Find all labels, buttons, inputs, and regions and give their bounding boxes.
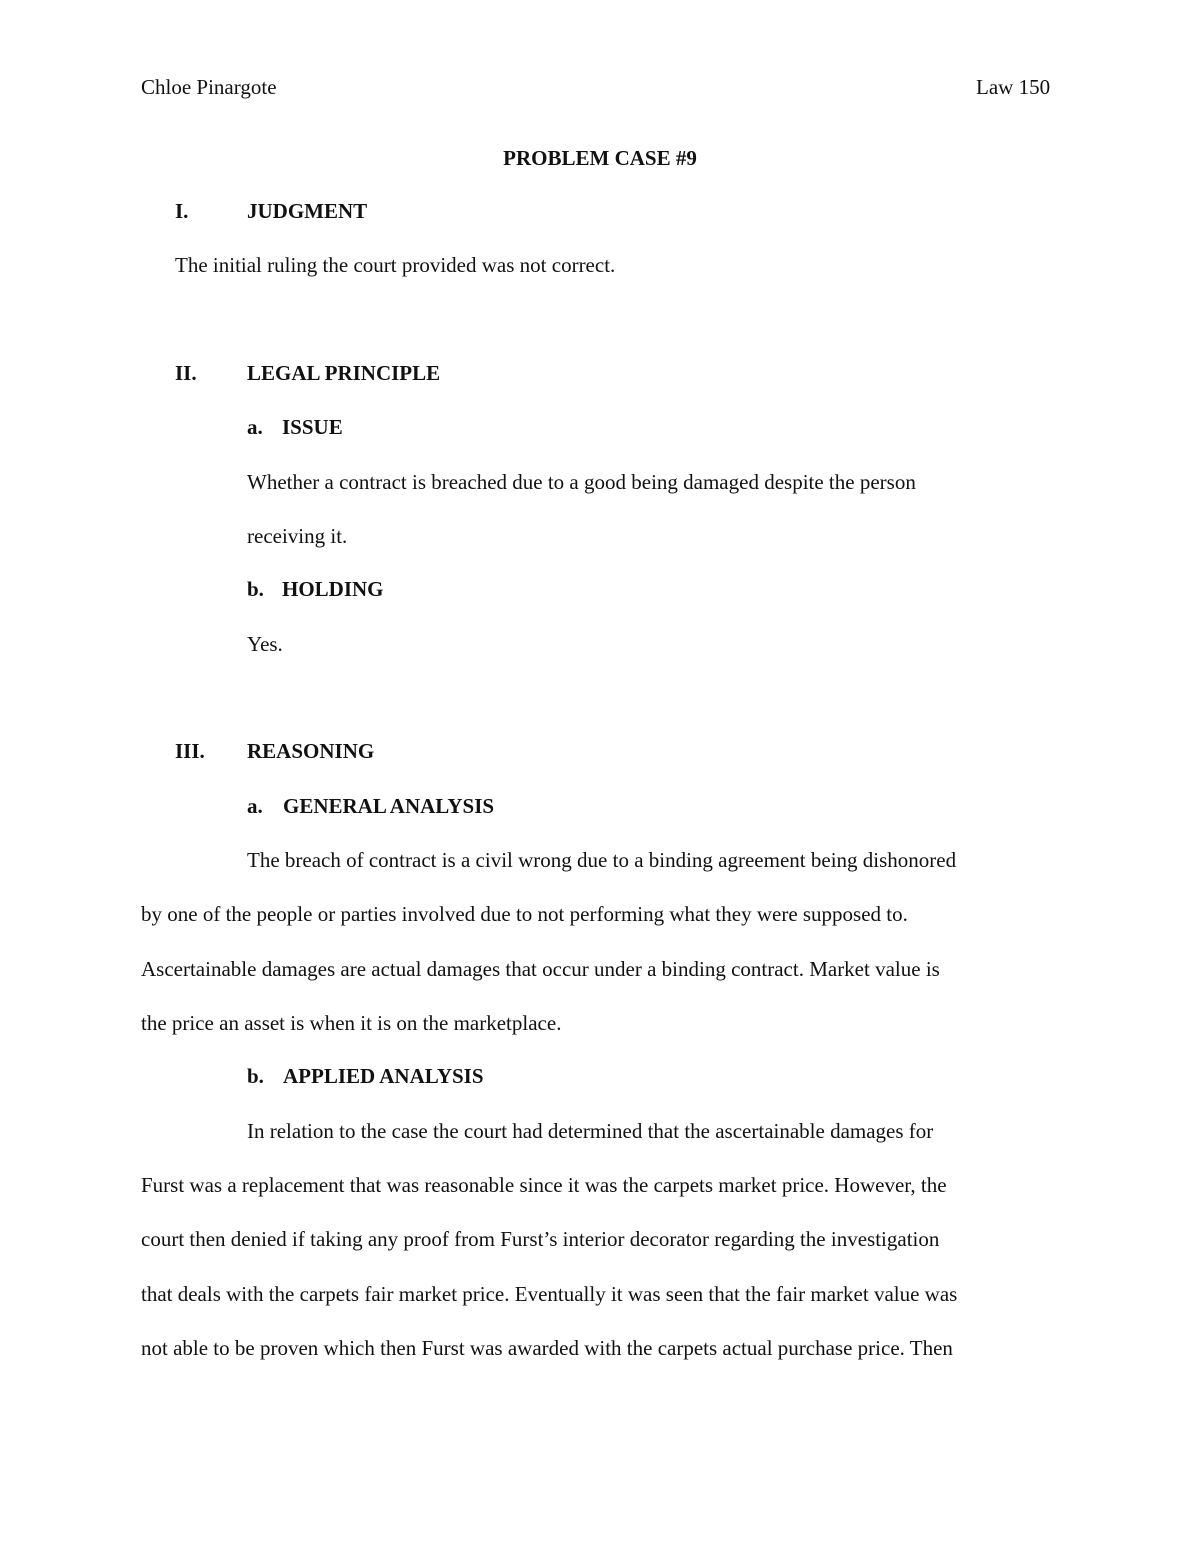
section-1-body: The initial ruling the court provided was not correct.	[175, 253, 616, 277]
applied-analysis-line: that deals with the carpets fair market price. Eventually it was seen that the fair market value was	[141, 1282, 958, 1306]
general-analysis-marker: a.	[247, 794, 263, 818]
applied-analysis-line: court then denied if taking any proof from Furst’s interior decorator regarding the investigation	[141, 1227, 940, 1251]
holding-body: Yes.	[247, 632, 283, 656]
general-analysis-line: The breach of contract is a civil wrong due to a binding agreement being dishonored	[247, 848, 957, 872]
section-1-heading: JUDGMENT	[247, 199, 368, 223]
applied-analysis-marker: b.	[247, 1064, 264, 1088]
holding-marker: b.	[247, 577, 264, 601]
applied-analysis-heading: APPLIED ANALYSIS	[283, 1064, 484, 1088]
section-2-heading: LEGAL PRINCIPLE	[247, 361, 441, 385]
section-3-numeral: III.	[175, 739, 205, 763]
section-1-numeral: I.	[175, 199, 189, 223]
header-course: Law 150	[976, 75, 1051, 99]
header-author: Chloe Pinargote	[141, 75, 277, 99]
general-analysis-line: Ascertainable damages are actual damages that occur under a binding contract. Market value is	[141, 957, 940, 981]
applied-analysis-line: In relation to the case the court had determined that the ascertainable damages for	[247, 1119, 934, 1143]
issue-marker: a.	[247, 415, 263, 439]
section-2-numeral: II.	[175, 361, 197, 385]
applied-analysis-line: Furst was a replacement that was reasonable since it was the carpets market price. However, the	[141, 1173, 947, 1197]
document-title: PROBLEM CASE #9	[503, 146, 697, 170]
section-3-heading: REASONING	[247, 739, 375, 763]
issue-line: Whether a contract is breached due to a good being damaged despite the person	[247, 470, 916, 494]
issue-line: receiving it.	[247, 524, 348, 548]
holding-heading: HOLDING	[282, 577, 384, 601]
general-analysis-line: the price an asset is when it is on the marketplace.	[141, 1011, 562, 1035]
general-analysis-heading: GENERAL ANALYSIS	[283, 794, 495, 818]
applied-analysis-line: not able to be proven which then Furst was awarded with the carpets actual purchase price. Then	[141, 1336, 953, 1360]
issue-heading: ISSUE	[282, 415, 343, 439]
general-analysis-line: by one of the people or parties involved due to not performing what they were supposed to.	[141, 902, 908, 926]
